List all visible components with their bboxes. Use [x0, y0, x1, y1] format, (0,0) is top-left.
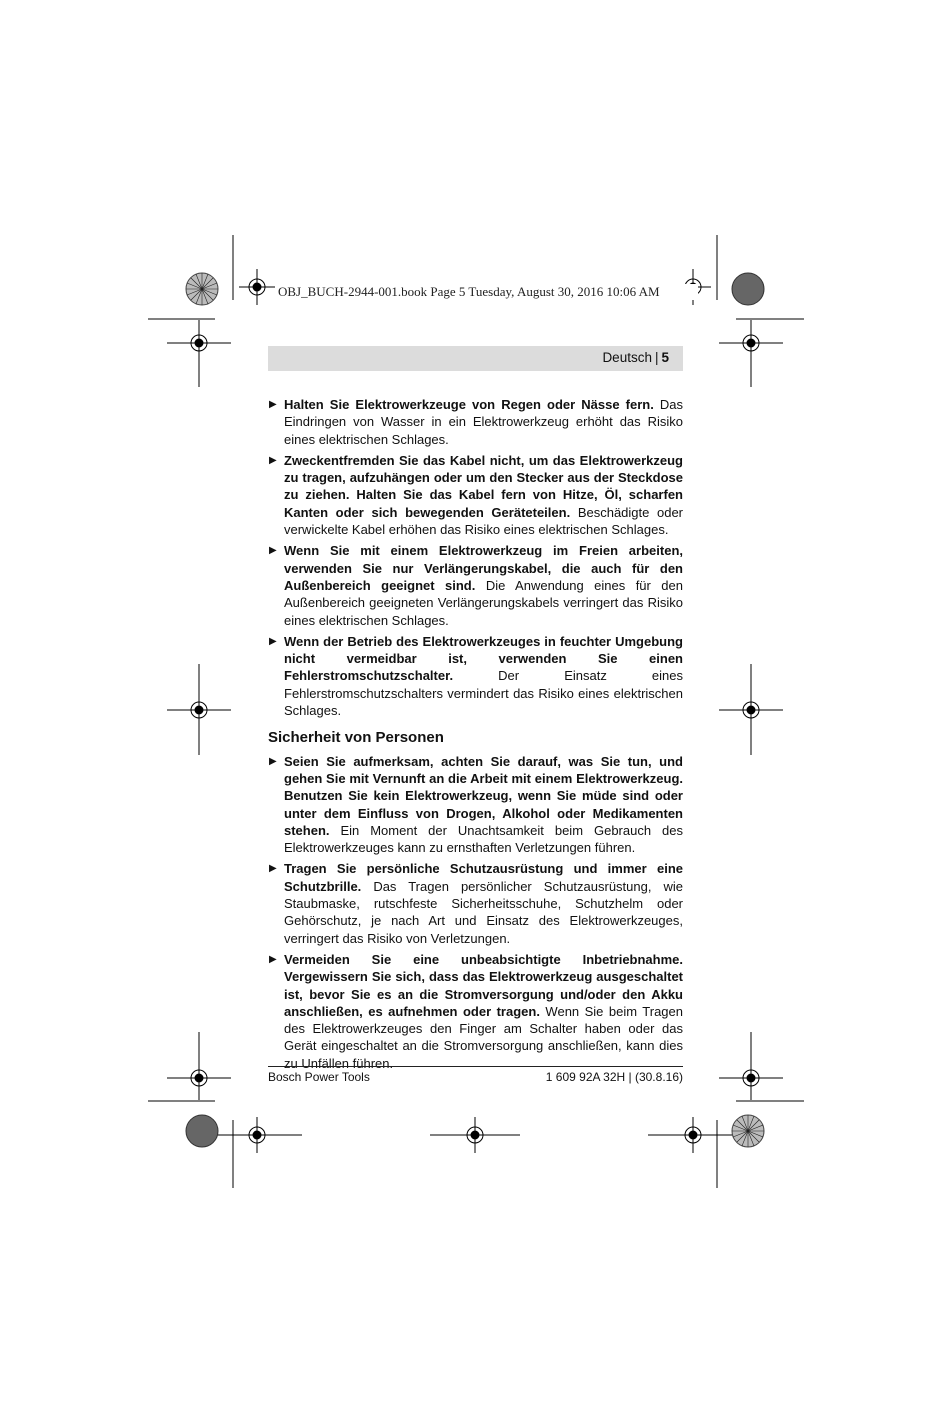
bullet-arrow-icon: ▶ [269, 545, 277, 557]
item-text: Der Einsatz eines Fehlerstromschutzschalters vermindert das Risiko eines elektrischen Schlages. [284, 668, 683, 719]
item-bold-text: Vermeiden Sie eine unbeabsichtigte Inbetriebnahme. Vergewissern Sie sich, dass das Elektrowerkzeug ausgeschaltet ist, bevor Sie es an die Stromversorgung und/oder den Akku anschließen, es aufnehmen oder tragen. [284, 951, 683, 1019]
item-bold-text: Tragen Sie persönliche Schutzausrüstung und immer eine Schutzbrille. [284, 861, 683, 894]
list-item [268, 396, 683, 448]
item-bold-text: Wenn der Betrieb des Elektrowerkzeuges in feuchter Umgebung nicht vermeidbar ist, verwenden Sie einen Fehlerstromschutzschalter. [284, 633, 683, 684]
page-header [268, 346, 683, 371]
bullet-arrow-icon: ▶ [269, 755, 277, 767]
page-content [268, 396, 683, 1076]
item-text: Die Anwendung eines für den Außenbereich geeigneten Verlängerungskabels verringert das Risiko eines elektrischen Schlages. [284, 577, 683, 628]
footer-doc-number: 1 609 92A 32H | (30.8.16) [545, 1070, 683, 1084]
item-bold-text: Wenn Sie mit einem Elektrowerkzeug im Freien arbeiten, verwenden Sie nur Verlängerungskabel, die auch für den Außenbereich geeignet sind. [284, 543, 683, 593]
registration-mark [430, 1117, 520, 1153]
list-item [268, 633, 683, 719]
registration-mark [167, 323, 231, 363]
footer-rule [268, 1066, 683, 1067]
registration-mark [212, 1117, 302, 1153]
bullet-arrow-icon: ▶ [269, 953, 277, 965]
gray-dot-mark [186, 1115, 218, 1147]
section-heading: Sicherheit von Personen [268, 729, 444, 747]
starburst-mark [732, 1115, 764, 1147]
list-item [268, 860, 683, 946]
item-bold-text: Zweckentfremden Sie das Kabel nicht, um das Elektrowerkzeug zu tragen, aufzuhängen oder um den Stecker aus der Steckdose zu ziehen. Halten Sie das Kabel fern von Hitze, Öl, scharfen Kanten oder sich bewegenden Geräteteilen. [284, 452, 683, 520]
header-text [602, 350, 669, 365]
list-item [268, 951, 683, 1072]
list-item [268, 452, 683, 538]
item-text: Das Eindringen von Wasser in ein Elektrowerkzeug erhöht das Risiko eines elektrischen Schlages. [284, 397, 684, 447]
bullet-arrow-icon: ▶ [269, 635, 277, 647]
gray-dot-mark [732, 273, 764, 305]
book-info-line: OBJ_BUCH-2944-001.book Page 5 Tuesday, August 30, 2016 10:06 AM [278, 284, 698, 300]
registration-mark [719, 690, 783, 730]
registration-mark [648, 1117, 738, 1153]
item-text: Beschädigte oder verwickelte Kabel erhöhen das Risiko eines elektrischen Schlages. [284, 504, 684, 538]
header-separator: | [654, 350, 659, 365]
list-item [268, 542, 683, 628]
bullet-arrow-icon: ▶ [269, 863, 277, 875]
registration-mark [719, 1058, 783, 1098]
starburst-mark [186, 273, 218, 305]
item-bold-text: Halten Sie Elektrowerkzeuge von Regen oder Nässe fern. [284, 397, 654, 412]
item-text: Das Tragen persönlicher Schutzausrüstung, wie Staubmaske, rutschfeste Sicherheitsschuhe, Schutzhelm oder Gehörschutz, je nach Art und Einsatz des Elektrowerkzeuges, verringert das Risiko von Verletzungen. [284, 878, 683, 946]
registration-mark [239, 269, 275, 305]
registration-mark [719, 323, 783, 363]
footer-publisher: Bosch Power Tools [268, 1070, 370, 1084]
header-language: Deutsch [602, 350, 652, 365]
bullet-arrow-icon: ▶ [269, 454, 277, 466]
registration-mark [167, 690, 231, 730]
item-bold-text: Seien Sie aufmerksam, achten Sie darauf, was Sie tun, und gehen Sie mit Vernunft an die Arbeit mit einem Elektrowerkzeug. Benutzen Sie kein Elektrowerkzeug, wenn Sie müde sind oder unter dem Einfluss von Drogen, Alkohol oder Medikamenten stehen. [284, 753, 683, 838]
list-item [268, 753, 683, 857]
item-text: Wenn Sie beim Tragen des Elektrowerkzeuges den Finger am Schalter haben oder das Gerät eingeschaltet an die Stromversorgung anschließen, kann dies zu Unfällen führen. [284, 1003, 683, 1071]
page-number: 5 [661, 350, 669, 365]
registration-mark [167, 1058, 231, 1098]
bullet-arrow-icon: ▶ [269, 399, 277, 410]
item-text: Ein Moment der Unachtsamkeit beim Gebrauch des Elektrowerkzeuges kann zu ernsthaften Verletzungen führen. [284, 822, 683, 856]
